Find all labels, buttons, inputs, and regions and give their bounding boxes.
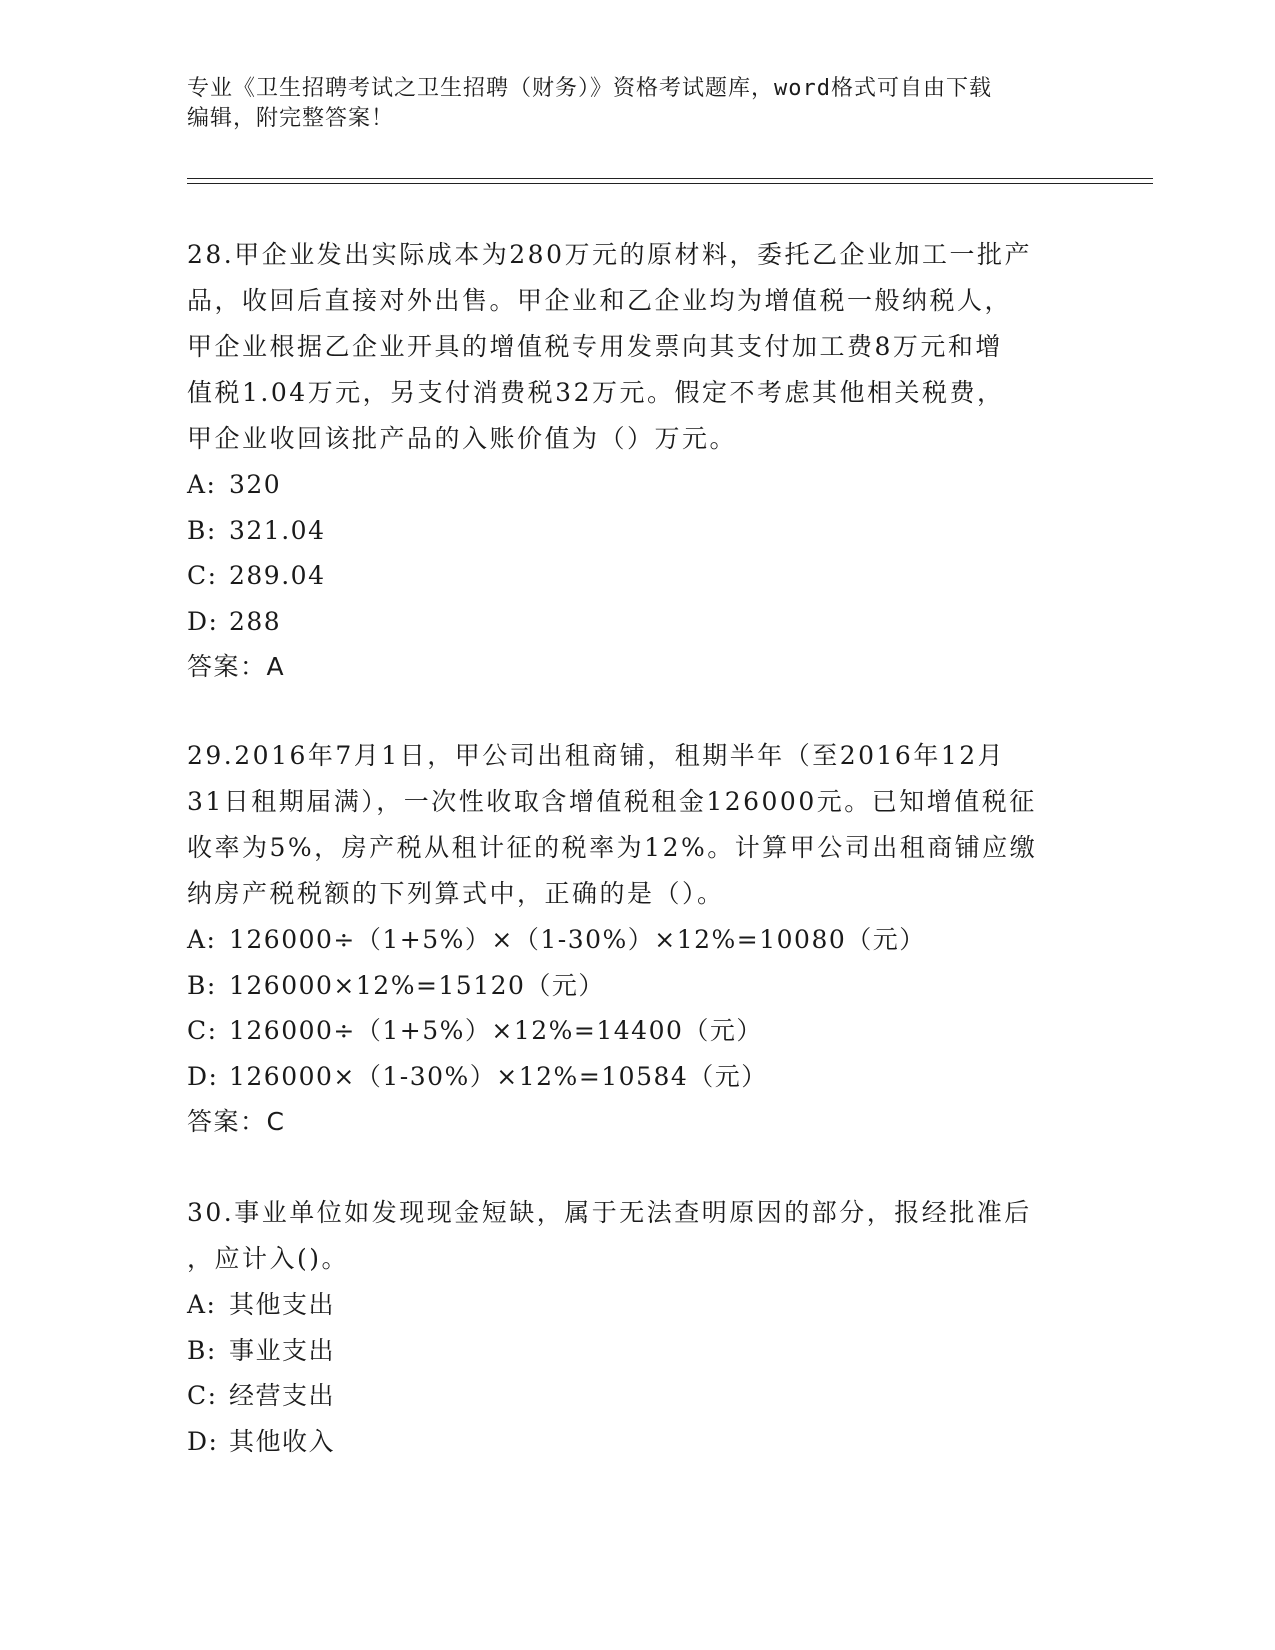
question-stem [187, 1190, 1067, 1282]
stem-line: 28.甲企业发出实际成本为280万元的原材料，委托乙企业加工一批产 [187, 240, 1032, 269]
option-letter: B: [187, 970, 217, 1000]
header-divider-top [187, 178, 1153, 179]
option-c [187, 1008, 1067, 1054]
option-list [187, 462, 1067, 644]
option-text: 321.04 [229, 515, 326, 545]
stem-line: 甲企业根据乙企业开具的增值税专用发票向其支付加工费8万元和增 [187, 332, 1003, 361]
stem-line: 31日租期届满），一次性收取含增值税租金126000元。已知增值税征 [187, 787, 1037, 816]
document-header [187, 74, 1087, 134]
option-a [187, 462, 1067, 508]
stem-line: 品，收回后直接对外出售。甲企业和乙企业均为增值税一般纳税人， [187, 286, 1013, 315]
stem-line: 纳房产税税额的下列算式中，正确的是（）。 [187, 879, 725, 908]
option-letter: C: [187, 1016, 218, 1045]
option-text: 126000÷（1+5%）×12%=14400（元） [229, 1016, 763, 1045]
option-text: 320 [229, 470, 282, 499]
option-c [187, 1373, 1067, 1419]
stem-line: ，应计入()。 [187, 1244, 350, 1273]
option-a [187, 1282, 1067, 1328]
option-d [187, 1419, 1067, 1465]
answer-line: 答案：A [187, 652, 286, 681]
option-text: 288 [229, 606, 282, 636]
option-a [187, 917, 1067, 963]
stem-line: 29.2016年7月1日，甲公司出租商铺，租期半年（至2016年12月 [187, 741, 1006, 770]
stem-line: 收率为5%，房产税从租计征的税率为12%。计算甲公司出租商铺应缴 [187, 833, 1038, 862]
option-text: 126000×12%=15120（元） [229, 970, 605, 1000]
option-text: 289.04 [229, 561, 326, 590]
option-b [187, 1328, 1067, 1374]
header-line-2: 编辑，附完整答案！ [187, 106, 395, 131]
option-letter: A: [187, 925, 217, 954]
option-d [187, 1054, 1067, 1100]
option-list [187, 1282, 1067, 1464]
option-list [187, 917, 1067, 1099]
option-text: 其他收入 [229, 1426, 336, 1456]
option-c [187, 553, 1067, 599]
option-letter: A: [187, 470, 217, 499]
option-letter: B: [187, 1335, 217, 1365]
question-28 [187, 232, 1067, 690]
question-29 [187, 733, 1067, 1145]
option-letter: A: [187, 1290, 217, 1319]
question-30 [187, 1190, 1067, 1464]
stem-line: 甲企业收回该批产品的入账价值为（）万元。 [187, 424, 738, 453]
option-text: 126000÷（1+5%）×（1-30%）×12%=10080（元） [229, 925, 926, 954]
option-letter: C: [187, 561, 218, 590]
option-letter: C: [187, 1381, 218, 1410]
option-letter: D: [187, 1061, 219, 1091]
option-letter: D: [187, 606, 219, 636]
question-stem [187, 232, 1067, 462]
option-b [187, 508, 1067, 554]
answer-line: 答案：C [187, 1107, 286, 1136]
option-b [187, 963, 1067, 1009]
option-letter: D: [187, 1426, 219, 1456]
option-letter: B: [187, 515, 217, 545]
option-text: 126000×（1-30%）×12%=10584（元） [229, 1061, 768, 1091]
question-stem [187, 733, 1067, 917]
option-text: 经营支出 [229, 1381, 336, 1410]
header-divider-bottom [187, 183, 1153, 184]
stem-line: 值税1.04万元，另支付消费税32万元。假定不考虑其他相关税费， [187, 378, 1005, 407]
stem-line: 30.事业单位如发现现金短缺，属于无法查明原因的部分，报经批准后 [187, 1198, 1032, 1227]
option-text: 事业支出 [229, 1335, 336, 1365]
option-d [187, 599, 1067, 645]
header-line-1: 专业《卫生招聘考试之卫生招聘（财务）》资格考试题库，word格式可自由下载 [187, 76, 992, 101]
option-text: 其他支出 [229, 1290, 336, 1319]
